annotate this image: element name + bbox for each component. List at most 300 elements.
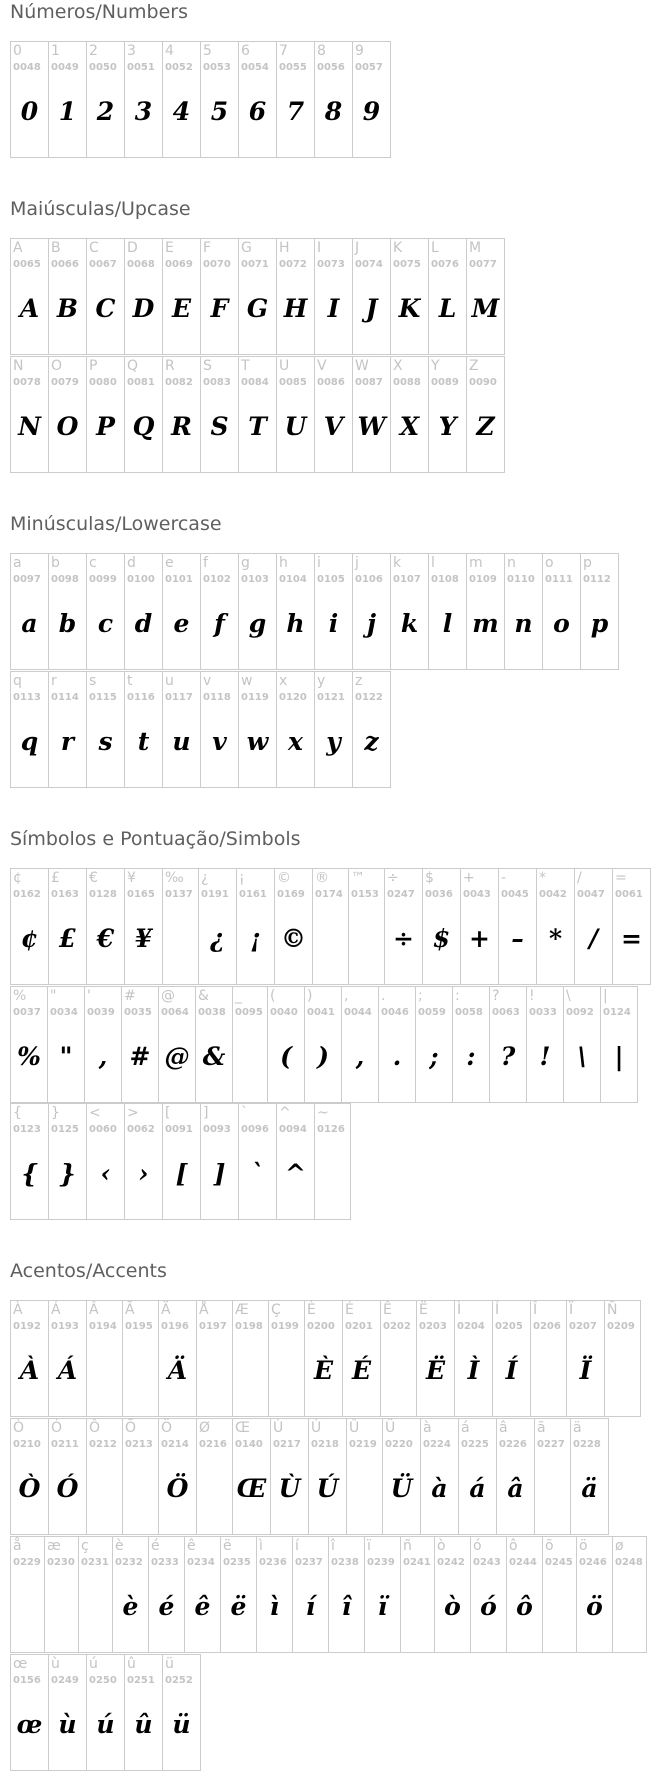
character-code: 0066 [51, 259, 79, 270]
character-code: 0216 [199, 1439, 227, 1450]
glyph-cell [364, 1536, 401, 1653]
font-glyph-sample: ë [230, 1592, 247, 1621]
glyph-cell [574, 868, 613, 985]
font-glyph-sample: È [313, 1356, 334, 1385]
character-label: . [381, 988, 386, 1004]
character-label: H [279, 240, 290, 256]
font-glyph-sample: V [323, 412, 344, 441]
character-label: ö [579, 1538, 588, 1554]
character-label: ú [89, 1656, 98, 1672]
glyph-cell [580, 553, 619, 670]
glyph-cell [466, 553, 505, 670]
character-label: x [279, 673, 288, 689]
character-code: 0247 [387, 889, 415, 900]
glyph-cell [195, 986, 233, 1103]
font-glyph-sample: D [132, 294, 155, 323]
character-code: 0245 [545, 1557, 573, 1568]
font-glyph-sample: O [56, 412, 79, 441]
character-label: b [51, 555, 60, 571]
font-glyph-sample: ì [269, 1592, 280, 1621]
font-glyph-sample: s [98, 727, 113, 756]
font-glyph-sample: 8 [324, 97, 343, 126]
font-glyph-sample: v [212, 727, 227, 756]
character-code: 0088 [393, 377, 421, 388]
character-code: 0252 [165, 1675, 193, 1686]
font-glyph-sample: G [246, 294, 269, 323]
character-code: 0068 [127, 259, 155, 270]
character-code: 0217 [273, 1439, 301, 1450]
character-code: 0091 [165, 1124, 193, 1135]
font-glyph-sample: X [399, 412, 420, 441]
font-glyph-sample: i [328, 609, 339, 638]
font-glyph-sample: . [392, 1042, 402, 1071]
font-glyph-sample: ö [586, 1592, 603, 1621]
font-glyph-sample: Ó [56, 1474, 79, 1503]
font-glyph-sample: ^ [285, 1159, 306, 1188]
character-label: î [331, 1538, 335, 1554]
character-code: 0235 [223, 1557, 251, 1568]
glyph-cell [158, 1418, 197, 1535]
character-code: 0104 [279, 574, 307, 585]
character-label: V [317, 358, 327, 374]
character-code: 0071 [241, 259, 269, 270]
glyph-cell [466, 238, 505, 355]
font-glyph-sample: 2 [96, 97, 115, 126]
character-label: Ä [161, 1302, 171, 1318]
font-glyph-sample: ? [500, 1042, 516, 1071]
glyph-cell [542, 553, 581, 670]
character-code: 0225 [461, 1439, 489, 1450]
font-glyph-sample: P [96, 412, 115, 441]
character-code: 0072 [279, 259, 307, 270]
glyph-cell [48, 671, 87, 788]
character-code: 0224 [423, 1439, 451, 1450]
character-code: 0226 [499, 1439, 527, 1450]
character-code: 0058 [455, 1007, 483, 1018]
font-glyph-sample: ü [172, 1710, 191, 1739]
character-code: 0039 [87, 1007, 115, 1018]
character-label: X [393, 358, 403, 374]
glyph-cell [162, 868, 199, 985]
glyph-cell [268, 1300, 305, 1417]
glyph-cell [232, 1418, 271, 1535]
character-code: 0199 [271, 1321, 299, 1332]
character-label: 9 [355, 43, 364, 59]
glyph-cell [428, 553, 467, 670]
glyph-cell [158, 1300, 197, 1417]
character-label: G [241, 240, 252, 256]
character-label: W [355, 358, 369, 374]
glyph-cell [10, 238, 49, 355]
character-code: 0197 [199, 1321, 227, 1332]
character-code: 0207 [569, 1321, 597, 1332]
character-code: 0056 [317, 62, 345, 73]
character-label: p [583, 555, 592, 571]
character-label: v [203, 673, 212, 689]
glyph-cell [458, 1418, 497, 1535]
glyph-cell [348, 868, 385, 985]
character-label: 5 [203, 43, 212, 59]
character-label: í [295, 1538, 299, 1554]
glyph-cell [612, 1536, 647, 1653]
font-glyph-sample: p [590, 609, 609, 638]
character-code: 0099 [89, 574, 117, 585]
font-glyph-sample: k [400, 609, 419, 638]
character-label: = [615, 870, 627, 886]
character-label: | [603, 988, 608, 1004]
character-code: 0239 [367, 1557, 395, 1568]
font-glyph-sample: é [158, 1592, 175, 1621]
character-code: 0113 [13, 692, 41, 703]
font-glyph-sample: U [284, 412, 307, 441]
character-label: ü [165, 1656, 174, 1672]
character-label: ê [187, 1538, 196, 1554]
font-glyph-sample: $ [432, 924, 451, 953]
character-code: 0230 [47, 1557, 75, 1568]
character-code: 0246 [579, 1557, 607, 1568]
character-label: œ [13, 1656, 28, 1672]
font-glyph-sample: w [246, 727, 269, 756]
glyph-cell [470, 1536, 507, 1653]
glyph-cell [314, 238, 353, 355]
character-label: + [463, 870, 475, 886]
font-glyph-sample: n [514, 609, 533, 638]
character-label: ! [529, 988, 535, 1004]
character-code: 0128 [89, 889, 117, 900]
font-glyph-sample: ú [96, 1710, 115, 1739]
character-code: 0209 [607, 1321, 635, 1332]
glyph-cell [10, 671, 49, 788]
character-label: D [127, 240, 138, 256]
glyph-cell [536, 868, 575, 985]
glyph-cell [162, 41, 201, 158]
character-code: 0034 [50, 1007, 78, 1018]
font-glyph-sample: ¡ [250, 924, 261, 953]
character-label: _ [235, 988, 242, 1004]
character-label: ( [270, 988, 276, 1004]
font-glyph-sample: y [326, 727, 341, 756]
glyph-cell [346, 1418, 383, 1535]
glyph-cell [542, 1536, 577, 1653]
glyph-cell [124, 41, 163, 158]
character-label: è [115, 1538, 124, 1554]
character-label: , [344, 988, 349, 1004]
font-glyph-sample: Á [57, 1356, 78, 1385]
character-code: 0070 [203, 259, 231, 270]
character-code: 0089 [431, 377, 459, 388]
character-code: 0120 [279, 692, 307, 703]
font-glyph-sample: £ [58, 924, 77, 953]
character-label: F [203, 240, 212, 256]
character-code: 0233 [151, 1557, 179, 1568]
character-code: 0044 [344, 1007, 372, 1018]
glyph-cell [86, 1418, 123, 1535]
font-glyph-sample: E [171, 294, 192, 323]
glyph-cell [314, 1103, 351, 1220]
character-code: 0050 [89, 62, 117, 73]
character-code: 0123 [13, 1124, 41, 1135]
character-code: 0244 [509, 1557, 537, 1568]
font-glyph-sample: / [588, 924, 599, 953]
font-glyph-sample: ï [377, 1592, 388, 1621]
font-glyph-sample: # [129, 1042, 151, 1071]
font-glyph-sample: T [248, 412, 267, 441]
glyph-cell [48, 41, 87, 158]
font-glyph-sample: l [442, 609, 453, 638]
glyph-cell [534, 1418, 571, 1535]
glyph-cell [196, 1300, 233, 1417]
character-code: 0063 [492, 1007, 520, 1018]
character-code: 0201 [345, 1321, 373, 1332]
glyph-cell [48, 1418, 87, 1535]
glyph-cell [198, 868, 237, 985]
character-label: õ [545, 1538, 554, 1554]
character-label: r [51, 673, 57, 689]
glyph-cell [84, 986, 122, 1103]
glyph-cell [314, 671, 353, 788]
character-code: 0250 [89, 1675, 117, 1686]
glyph-cell [504, 553, 543, 670]
character-label: O [51, 358, 63, 374]
font-glyph-sample: 3 [134, 97, 153, 126]
character-code: 0248 [615, 1557, 643, 1568]
glyph-cell [604, 1300, 641, 1417]
character-label: / [577, 870, 582, 886]
section-title: Maiúsculas/Upcase [10, 198, 191, 220]
font-glyph-sample: Z [476, 412, 495, 441]
character-label: w [241, 673, 253, 689]
character-label: q [13, 673, 22, 689]
character-code: 0057 [355, 62, 383, 73]
font-glyph-sample: œ [16, 1710, 43, 1739]
character-code: 0037 [13, 1007, 41, 1018]
font-glyph-sample: ô [516, 1592, 533, 1621]
character-label: s [89, 673, 97, 689]
character-code: 0053 [203, 62, 231, 73]
font-glyph-sample: & [202, 1042, 226, 1071]
character-code: 0219 [349, 1439, 377, 1450]
glyph-cell [10, 553, 49, 670]
character-label: ò [437, 1538, 446, 1554]
character-label: ¥ [127, 870, 136, 886]
glyph-cell [612, 868, 651, 985]
character-code: 0062 [127, 1124, 155, 1135]
character-label: T [241, 358, 250, 374]
character-code: 0060 [89, 1124, 117, 1135]
font-glyph-sample: | [614, 1042, 624, 1071]
glyph-cell [276, 356, 315, 473]
character-label: ñ [403, 1538, 412, 1554]
character-code: 0163 [51, 889, 79, 900]
font-glyph-sample: ) [317, 1042, 329, 1071]
glyph-cell [10, 1300, 49, 1417]
glyph-cell [274, 868, 313, 985]
font-glyph-sample: I [327, 294, 340, 323]
font-glyph-sample: ; [429, 1042, 439, 1071]
character-label: 3 [127, 43, 136, 59]
character-code: 0081 [127, 377, 155, 388]
glyph-cell [496, 1418, 535, 1535]
glyph-cell [352, 553, 391, 670]
character-label: Y [431, 358, 440, 374]
glyph-cell [200, 553, 239, 670]
glyph-cell [10, 1536, 45, 1653]
glyph-cell [86, 868, 125, 985]
font-glyph-sample: [ [175, 1159, 188, 1188]
font-glyph-sample: á [469, 1474, 486, 1503]
font-glyph-sample: W [357, 412, 386, 441]
glyph-cell [200, 356, 239, 473]
character-code: 0064 [161, 1007, 189, 1018]
character-label: 4 [165, 43, 174, 59]
glyph-cell [314, 41, 353, 158]
character-code: 0087 [355, 377, 383, 388]
font-glyph-sample: R [171, 412, 192, 441]
character-code: 0126 [317, 1124, 345, 1135]
character-code: 0153 [351, 889, 379, 900]
character-label: Î [533, 1302, 538, 1318]
glyph-cell [86, 1654, 125, 1771]
font-glyph-sample: ù [58, 1710, 77, 1739]
glyph-cell [48, 1103, 87, 1220]
font-glyph-sample: f [214, 609, 225, 638]
character-code: 0086 [317, 377, 345, 388]
character-code: 0102 [203, 574, 231, 585]
character-label: t [127, 673, 133, 689]
glyph-cell [308, 1418, 347, 1535]
character-label: ~ [317, 1105, 329, 1121]
character-code: 0078 [13, 377, 41, 388]
character-code: 0049 [51, 62, 79, 73]
character-code: 0122 [355, 692, 383, 703]
character-label: ™ [351, 870, 365, 886]
character-code: 0214 [161, 1439, 189, 1450]
font-glyph-sample: \ [577, 1042, 587, 1071]
character-label: 2 [89, 43, 98, 59]
font-glyph-sample: Ù [278, 1474, 301, 1503]
glyph-cell [124, 1103, 163, 1220]
character-label: ® [315, 870, 329, 886]
glyph-cell [530, 1300, 567, 1417]
character-label: Ø [199, 1420, 211, 1436]
character-code: 0107 [393, 574, 421, 585]
character-code: 0218 [311, 1439, 339, 1450]
font-glyph-sample: h [286, 609, 305, 638]
character-label: Ì [457, 1302, 462, 1318]
character-label: Ö [161, 1420, 173, 1436]
character-label: ë [223, 1538, 232, 1554]
character-label: L [431, 240, 439, 256]
character-label: % [13, 988, 27, 1004]
font-glyph-sample: Ï [579, 1356, 592, 1385]
character-code: 0234 [187, 1557, 215, 1568]
glyph-cell [124, 868, 163, 985]
glyph-cell [390, 553, 429, 670]
character-label: Œ [235, 1420, 250, 1436]
character-label: > [127, 1105, 139, 1121]
glyph-cell [420, 1418, 459, 1535]
character-code: 0236 [259, 1557, 287, 1568]
character-code: 0101 [165, 574, 193, 585]
glyph-cell [162, 553, 201, 670]
font-glyph-sample: q [20, 727, 39, 756]
character-label: R [165, 358, 175, 374]
font-glyph-sample: ê [194, 1592, 211, 1621]
glyph-cell [200, 1103, 239, 1220]
character-label: c [89, 555, 97, 571]
character-code: 0156 [13, 1675, 41, 1686]
font-glyph-sample: c [97, 609, 114, 638]
glyph-cell [162, 1654, 201, 1771]
font-glyph-sample: L [438, 294, 457, 323]
character-label: ï [367, 1538, 371, 1554]
character-label: o [545, 555, 554, 571]
character-code: 0192 [13, 1321, 41, 1332]
character-label: ^ [279, 1105, 291, 1121]
character-code: 0047 [577, 889, 605, 900]
glyph-cell [10, 356, 49, 473]
character-label: Ï [569, 1302, 574, 1318]
font-glyph-sample: d [134, 609, 153, 638]
glyph-cell [314, 553, 353, 670]
character-label: u [165, 673, 174, 689]
font-glyph-sample: à [431, 1474, 448, 1503]
font-glyph-sample: J [365, 294, 378, 323]
character-label: à [423, 1420, 432, 1436]
character-label: A [13, 240, 23, 256]
font-glyph-sample: + [469, 924, 490, 953]
character-code: 0118 [203, 692, 231, 703]
character-code: 0114 [51, 692, 79, 703]
font-glyph-sample: ò [444, 1592, 461, 1621]
font-glyph-sample: } [59, 1159, 76, 1188]
glyph-cell [570, 1418, 609, 1535]
character-label: d [127, 555, 136, 571]
character-label: B [51, 240, 61, 256]
glyph-cell [454, 1300, 493, 1417]
font-glyph-sample: Ü [390, 1474, 413, 1503]
font-glyph-sample: © [281, 924, 306, 953]
character-code: 0069 [165, 259, 193, 270]
glyph-cell [112, 1536, 149, 1653]
font-glyph-sample: ‹ [100, 1159, 111, 1188]
font-glyph-sample: K [398, 294, 421, 323]
glyph-cell [10, 1103, 49, 1220]
character-code: 0211 [51, 1439, 79, 1450]
font-glyph-sample: Ú [316, 1474, 339, 1503]
character-label: Ó [51, 1420, 63, 1436]
glyph-cell [86, 238, 125, 355]
glyph-cell [220, 1536, 257, 1653]
character-code: 0083 [203, 377, 231, 388]
glyph-cell [162, 1103, 201, 1220]
character-label: ì [259, 1538, 263, 1554]
glyph-cell [466, 356, 505, 473]
character-label: € [89, 870, 98, 886]
glyph-cell [352, 41, 391, 158]
font-glyph-sample: 9 [362, 97, 381, 126]
character-code: 0041 [307, 1007, 335, 1018]
character-code: 0096 [241, 1124, 269, 1135]
character-label: f [203, 555, 208, 571]
character-label: S [203, 358, 212, 374]
font-glyph-sample: â [507, 1474, 524, 1503]
character-label: Â [89, 1302, 99, 1318]
character-label: - [501, 870, 507, 886]
character-code: 0137 [165, 889, 193, 900]
character-code: 0061 [615, 889, 643, 900]
character-label: Q [127, 358, 139, 374]
